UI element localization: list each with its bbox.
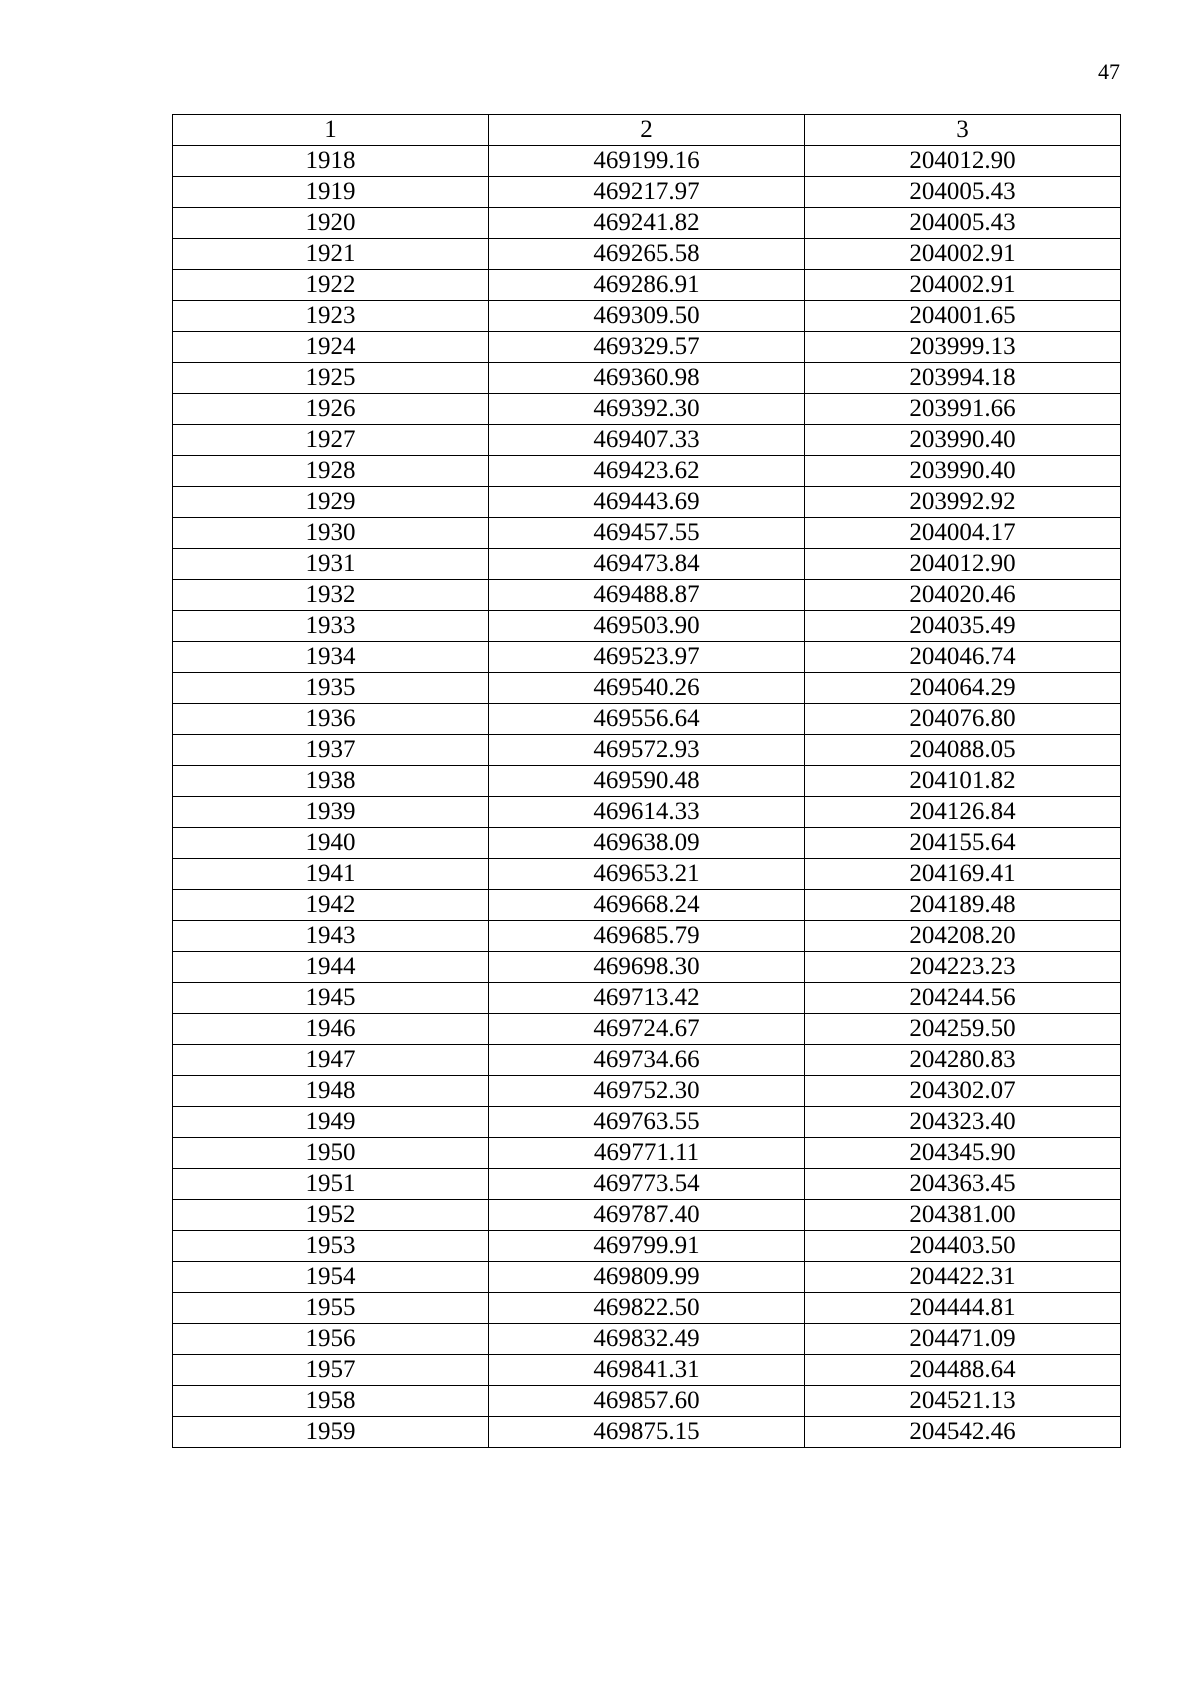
x-coordinate-cell: 469734.66 — [489, 1045, 805, 1076]
table-row — [173, 1138, 1121, 1169]
point-number-cell: 1959 — [173, 1417, 489, 1448]
point-number-cell: 1943 — [173, 921, 489, 952]
table-row — [173, 1076, 1121, 1107]
x-coordinate-cell: 469329.57 — [489, 332, 805, 363]
point-number-cell: 1957 — [173, 1355, 489, 1386]
point-number-cell: 1938 — [173, 766, 489, 797]
table-row — [173, 1262, 1121, 1293]
x-coordinate-cell: 469488.87 — [489, 580, 805, 611]
table-row — [173, 270, 1121, 301]
table-row — [173, 1169, 1121, 1200]
point-number-cell: 1930 — [173, 518, 489, 549]
table-row — [173, 177, 1121, 208]
x-coordinate-cell: 469763.55 — [489, 1107, 805, 1138]
x-coordinate-cell: 469540.26 — [489, 673, 805, 704]
table-row — [173, 766, 1121, 797]
column-header: 2 — [489, 115, 805, 146]
table-row — [173, 1200, 1121, 1231]
y-coordinate-cell: 204035.49 — [805, 611, 1121, 642]
x-coordinate-cell: 469875.15 — [489, 1417, 805, 1448]
point-number-cell: 1955 — [173, 1293, 489, 1324]
table-row — [173, 921, 1121, 952]
x-coordinate-cell: 469752.30 — [489, 1076, 805, 1107]
table-row — [173, 1014, 1121, 1045]
x-coordinate-cell: 469199.16 — [489, 146, 805, 177]
point-number-cell: 1958 — [173, 1386, 489, 1417]
point-number-cell: 1954 — [173, 1262, 489, 1293]
y-coordinate-cell: 204005.43 — [805, 177, 1121, 208]
point-number-cell: 1921 — [173, 239, 489, 270]
point-number-cell: 1922 — [173, 270, 489, 301]
y-coordinate-cell: 204189.48 — [805, 890, 1121, 921]
point-number-cell: 1951 — [173, 1169, 489, 1200]
point-number-cell: 1942 — [173, 890, 489, 921]
point-number-cell: 1927 — [173, 425, 489, 456]
x-coordinate-cell: 469523.97 — [489, 642, 805, 673]
point-number-cell: 1953 — [173, 1231, 489, 1262]
table-row — [173, 549, 1121, 580]
y-coordinate-cell: 204155.64 — [805, 828, 1121, 859]
y-coordinate-cell: 204208.20 — [805, 921, 1121, 952]
point-number-cell: 1931 — [173, 549, 489, 580]
y-coordinate-cell: 204259.50 — [805, 1014, 1121, 1045]
y-coordinate-cell: 204488.64 — [805, 1355, 1121, 1386]
y-coordinate-cell: 204521.13 — [805, 1386, 1121, 1417]
table-row — [173, 208, 1121, 239]
point-number-cell: 1944 — [173, 952, 489, 983]
x-coordinate-cell: 469241.82 — [489, 208, 805, 239]
y-coordinate-cell: 203992.92 — [805, 487, 1121, 518]
y-coordinate-cell: 203999.13 — [805, 332, 1121, 363]
point-number-cell: 1923 — [173, 301, 489, 332]
x-coordinate-cell: 469809.99 — [489, 1262, 805, 1293]
y-coordinate-cell: 204403.50 — [805, 1231, 1121, 1262]
point-number-cell: 1946 — [173, 1014, 489, 1045]
x-coordinate-cell: 469799.91 — [489, 1231, 805, 1262]
table-row — [173, 983, 1121, 1014]
table-row — [173, 580, 1121, 611]
x-coordinate-cell: 469503.90 — [489, 611, 805, 642]
x-coordinate-cell: 469668.24 — [489, 890, 805, 921]
y-coordinate-cell: 204302.07 — [805, 1076, 1121, 1107]
point-number-cell: 1926 — [173, 394, 489, 425]
y-coordinate-cell: 203994.18 — [805, 363, 1121, 394]
y-coordinate-cell: 204542.46 — [805, 1417, 1121, 1448]
table-row — [173, 239, 1121, 270]
x-coordinate-cell: 469614.33 — [489, 797, 805, 828]
x-coordinate-cell: 469653.21 — [489, 859, 805, 890]
y-coordinate-cell: 204101.82 — [805, 766, 1121, 797]
x-coordinate-cell: 469572.93 — [489, 735, 805, 766]
table-row — [173, 1231, 1121, 1262]
x-coordinate-cell: 469286.91 — [489, 270, 805, 301]
point-number-cell: 1952 — [173, 1200, 489, 1231]
table-row — [173, 828, 1121, 859]
x-coordinate-cell: 469407.33 — [489, 425, 805, 456]
table-row — [173, 363, 1121, 394]
point-number-cell: 1947 — [173, 1045, 489, 1076]
y-coordinate-cell: 204126.84 — [805, 797, 1121, 828]
x-coordinate-cell: 469265.58 — [489, 239, 805, 270]
x-coordinate-cell: 469473.84 — [489, 549, 805, 580]
table-row — [173, 1107, 1121, 1138]
x-coordinate-cell: 469787.40 — [489, 1200, 805, 1231]
table-row — [173, 1355, 1121, 1386]
y-coordinate-cell: 204422.31 — [805, 1262, 1121, 1293]
x-coordinate-cell: 469698.30 — [489, 952, 805, 983]
x-coordinate-cell: 469392.30 — [489, 394, 805, 425]
x-coordinate-cell: 469638.09 — [489, 828, 805, 859]
x-coordinate-cell: 469443.69 — [489, 487, 805, 518]
point-number-cell: 1940 — [173, 828, 489, 859]
y-coordinate-cell: 204323.40 — [805, 1107, 1121, 1138]
table-row — [173, 797, 1121, 828]
table-header — [173, 115, 1121, 146]
coordinates-table — [172, 114, 1121, 1448]
x-coordinate-cell: 469685.79 — [489, 921, 805, 952]
point-number-cell: 1956 — [173, 1324, 489, 1355]
y-coordinate-cell: 204064.29 — [805, 673, 1121, 704]
x-coordinate-cell: 469857.60 — [489, 1386, 805, 1417]
table-row — [173, 1386, 1121, 1417]
y-coordinate-cell: 204280.83 — [805, 1045, 1121, 1076]
table-row — [173, 735, 1121, 766]
table-row — [173, 642, 1121, 673]
point-number-cell: 1950 — [173, 1138, 489, 1169]
table-row — [173, 332, 1121, 363]
point-number-cell: 1919 — [173, 177, 489, 208]
column-header: 1 — [173, 115, 489, 146]
table-body — [173, 146, 1121, 1448]
x-coordinate-cell: 469556.64 — [489, 704, 805, 735]
point-number-cell: 1935 — [173, 673, 489, 704]
point-number-cell: 1937 — [173, 735, 489, 766]
y-coordinate-cell: 204002.91 — [805, 239, 1121, 270]
y-coordinate-cell: 203991.66 — [805, 394, 1121, 425]
table-row — [173, 487, 1121, 518]
x-coordinate-cell: 469771.11 — [489, 1138, 805, 1169]
x-coordinate-cell: 469822.50 — [489, 1293, 805, 1324]
x-coordinate-cell: 469841.31 — [489, 1355, 805, 1386]
y-coordinate-cell: 204005.43 — [805, 208, 1121, 239]
y-coordinate-cell: 204002.91 — [805, 270, 1121, 301]
y-coordinate-cell: 204444.81 — [805, 1293, 1121, 1324]
x-coordinate-cell: 469423.62 — [489, 456, 805, 487]
y-coordinate-cell: 204363.45 — [805, 1169, 1121, 1200]
table-row — [173, 890, 1121, 921]
point-number-cell: 1945 — [173, 983, 489, 1014]
y-coordinate-cell: 203990.40 — [805, 425, 1121, 456]
x-coordinate-cell: 469309.50 — [489, 301, 805, 332]
table-row — [173, 456, 1121, 487]
x-coordinate-cell: 469217.97 — [489, 177, 805, 208]
column-header: 3 — [805, 115, 1121, 146]
y-coordinate-cell: 204012.90 — [805, 549, 1121, 580]
table-row — [173, 611, 1121, 642]
y-coordinate-cell: 204244.56 — [805, 983, 1121, 1014]
point-number-cell: 1934 — [173, 642, 489, 673]
table-row — [173, 518, 1121, 549]
y-coordinate-cell: 204471.09 — [805, 1324, 1121, 1355]
x-coordinate-cell: 469590.48 — [489, 766, 805, 797]
table-row — [173, 1324, 1121, 1355]
table-row — [173, 704, 1121, 735]
point-number-cell: 1924 — [173, 332, 489, 363]
x-coordinate-cell: 469724.67 — [489, 1014, 805, 1045]
table-row — [173, 301, 1121, 332]
y-coordinate-cell: 203990.40 — [805, 456, 1121, 487]
table-row — [173, 952, 1121, 983]
x-coordinate-cell: 469457.55 — [489, 518, 805, 549]
y-coordinate-cell: 204381.00 — [805, 1200, 1121, 1231]
point-number-cell: 1929 — [173, 487, 489, 518]
point-number-cell: 1949 — [173, 1107, 489, 1138]
table-row — [173, 1293, 1121, 1324]
table-row — [173, 425, 1121, 456]
page-number: 47 — [1098, 59, 1120, 84]
point-number-cell: 1918 — [173, 146, 489, 177]
point-number-cell: 1933 — [173, 611, 489, 642]
x-coordinate-cell: 469773.54 — [489, 1169, 805, 1200]
y-coordinate-cell: 204076.80 — [805, 704, 1121, 735]
y-coordinate-cell: 204004.17 — [805, 518, 1121, 549]
y-coordinate-cell: 204088.05 — [805, 735, 1121, 766]
y-coordinate-cell: 204345.90 — [805, 1138, 1121, 1169]
table-row — [173, 1045, 1121, 1076]
point-number-cell: 1928 — [173, 456, 489, 487]
table-row — [173, 394, 1121, 425]
y-coordinate-cell: 204012.90 — [805, 146, 1121, 177]
table-row — [173, 673, 1121, 704]
x-coordinate-cell: 469360.98 — [489, 363, 805, 394]
point-number-cell: 1925 — [173, 363, 489, 394]
point-number-cell: 1936 — [173, 704, 489, 735]
point-number-cell: 1939 — [173, 797, 489, 828]
y-coordinate-cell: 204046.74 — [805, 642, 1121, 673]
point-number-cell: 1932 — [173, 580, 489, 611]
table-row — [173, 859, 1121, 890]
point-number-cell: 1920 — [173, 208, 489, 239]
y-coordinate-cell: 204001.65 — [805, 301, 1121, 332]
y-coordinate-cell: 204169.41 — [805, 859, 1121, 890]
table-row — [173, 146, 1121, 177]
table-header-row — [173, 115, 1121, 146]
y-coordinate-cell: 204223.23 — [805, 952, 1121, 983]
y-coordinate-cell: 204020.46 — [805, 580, 1121, 611]
point-number-cell: 1941 — [173, 859, 489, 890]
x-coordinate-cell: 469713.42 — [489, 983, 805, 1014]
table-row — [173, 1417, 1121, 1448]
point-number-cell: 1948 — [173, 1076, 489, 1107]
x-coordinate-cell: 469832.49 — [489, 1324, 805, 1355]
